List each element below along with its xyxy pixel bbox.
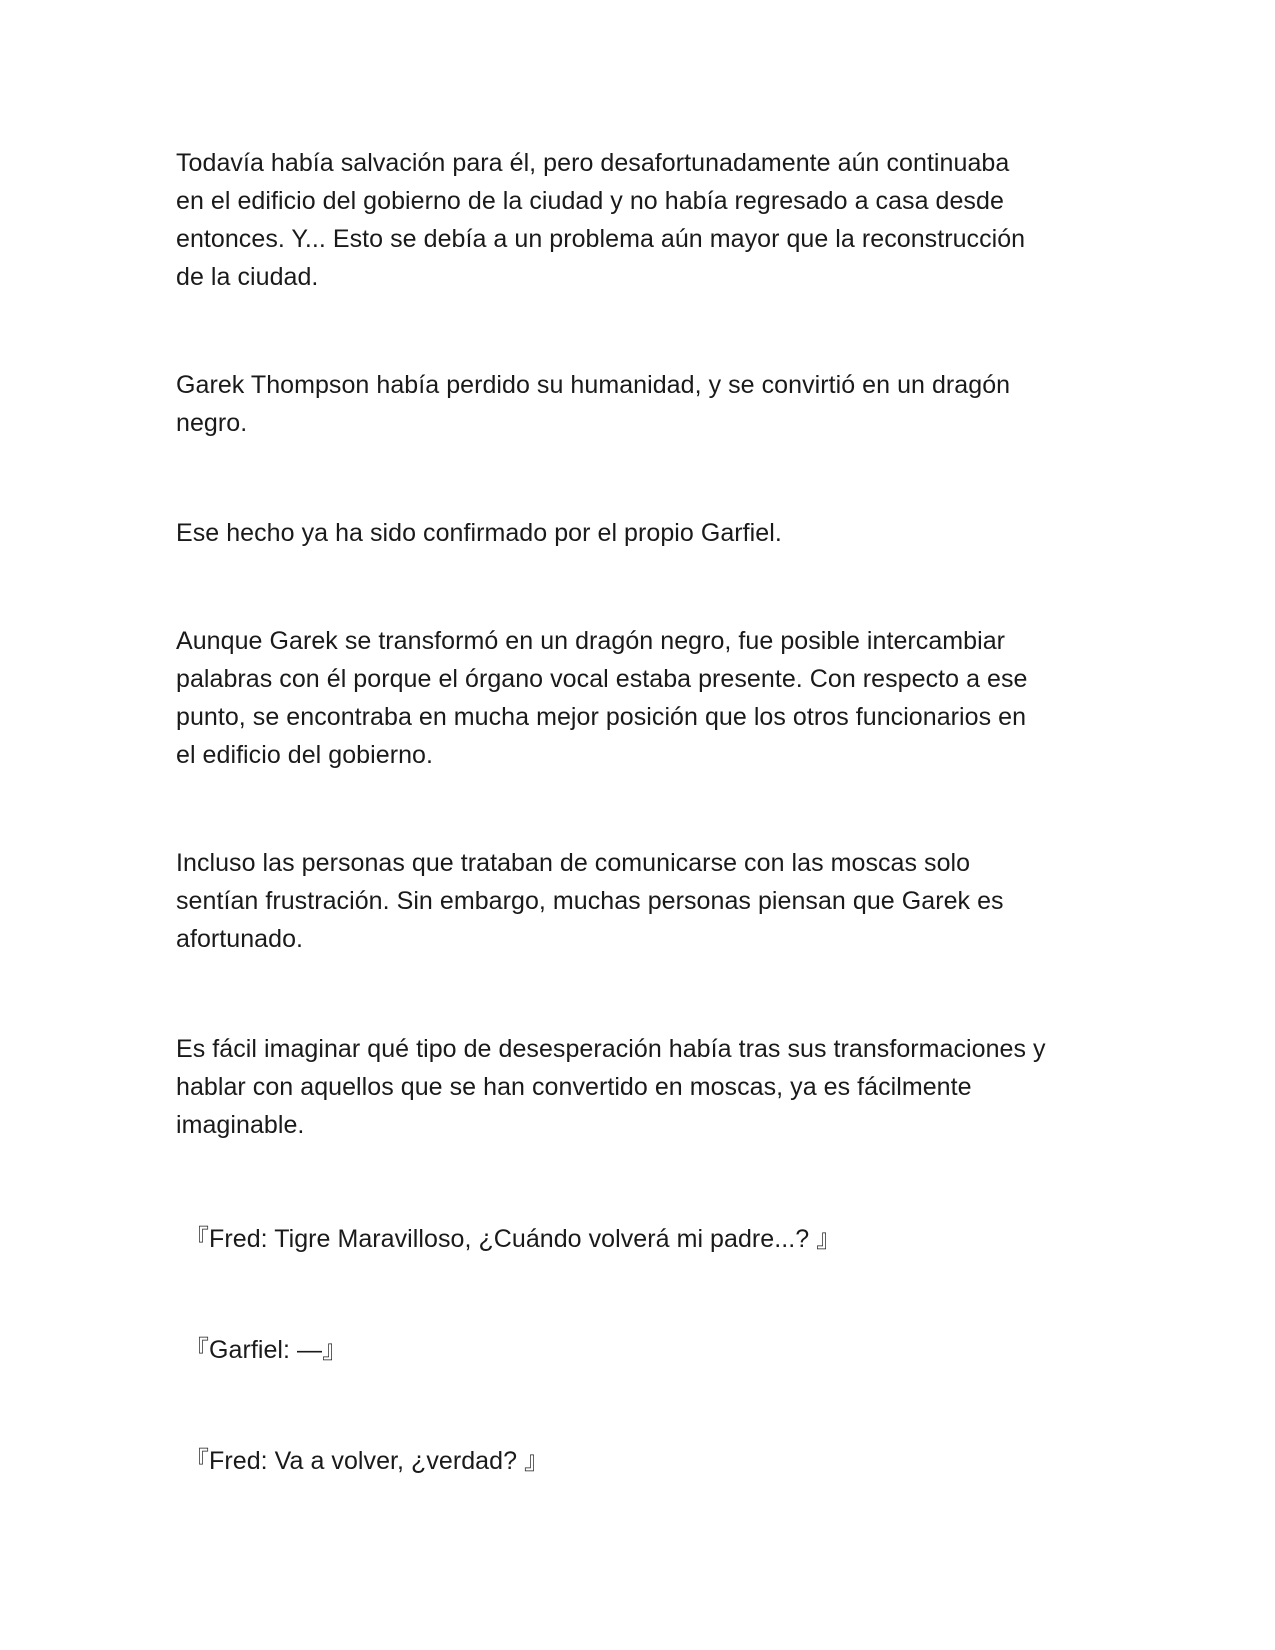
- dialogue-line-garfiel: [184, 1331, 1114, 1369]
- paragraph-dragon: [176, 366, 1106, 442]
- paragraph-line: sentían frustración. Sin embargo, muchas personas piensan que Garek es: [176, 887, 1004, 915]
- paragraph-line: palabras con él porque el órgano vocal estaba presente. Con respecto a ese: [176, 665, 1028, 693]
- paragraph-line: imaginable.: [176, 1111, 305, 1139]
- paragraph-line: entonces. Y... Esto se debía a un problema aún mayor que la reconstrucción: [176, 225, 1026, 253]
- paragraph-confirmed: [176, 514, 1106, 552]
- paragraph-line: en el edificio del gobierno de la ciudad y no había regresado a casa desde: [176, 187, 1004, 215]
- paragraph-line: el edificio del gobierno.: [176, 741, 433, 769]
- dialogue-text: 『Fred: Va a volver, ¿verdad? 』: [184, 1447, 550, 1475]
- paragraph-line: Incluso las personas que trataban de comunicarse con las moscas solo: [176, 849, 971, 877]
- dialogue-text: 『Garfiel: —』: [184, 1336, 348, 1364]
- paragraph-line: Ese hecho ya ha sido confirmado por el propio Garfiel.: [176, 519, 782, 547]
- paragraph-despair: [176, 1030, 1106, 1144]
- paragraph-flies: [176, 844, 1106, 958]
- paragraph-salvation: [176, 144, 1106, 296]
- paragraph-vocal-organ: [176, 622, 1106, 774]
- paragraph-line: Todavía había salvación para él, pero desafortunadamente aún continuaba: [176, 149, 1010, 177]
- dialogue-line-fred-verdad: [184, 1442, 1114, 1480]
- paragraph-line: Es fácil imaginar qué tipo de desesperación había tras sus transformaciones y: [176, 1035, 1046, 1063]
- paragraph-line: Aunque Garek se transformó en un dragón negro, fue posible intercambiar: [176, 627, 1006, 655]
- paragraph-line: afortunado.: [176, 925, 304, 953]
- dialogue-text: 『Fred: Tigre Maravilloso, ¿Cuándo volverá mi padre...? 』: [184, 1225, 842, 1253]
- paragraph-line: punto, se encontraba en mucha mejor posición que los otros funcionarios en: [176, 703, 1027, 731]
- paragraph-line: hablar con aquellos que se han convertido en moscas, ya es fácilmente: [176, 1073, 972, 1101]
- paragraph-line: Garek Thompson había perdido su humanidad, y se convirtió en un dragón: [176, 371, 1011, 399]
- paragraph-line: negro.: [176, 409, 248, 437]
- dialogue-line-fred-question: [184, 1220, 1114, 1258]
- paragraph-line: de la ciudad.: [176, 263, 319, 291]
